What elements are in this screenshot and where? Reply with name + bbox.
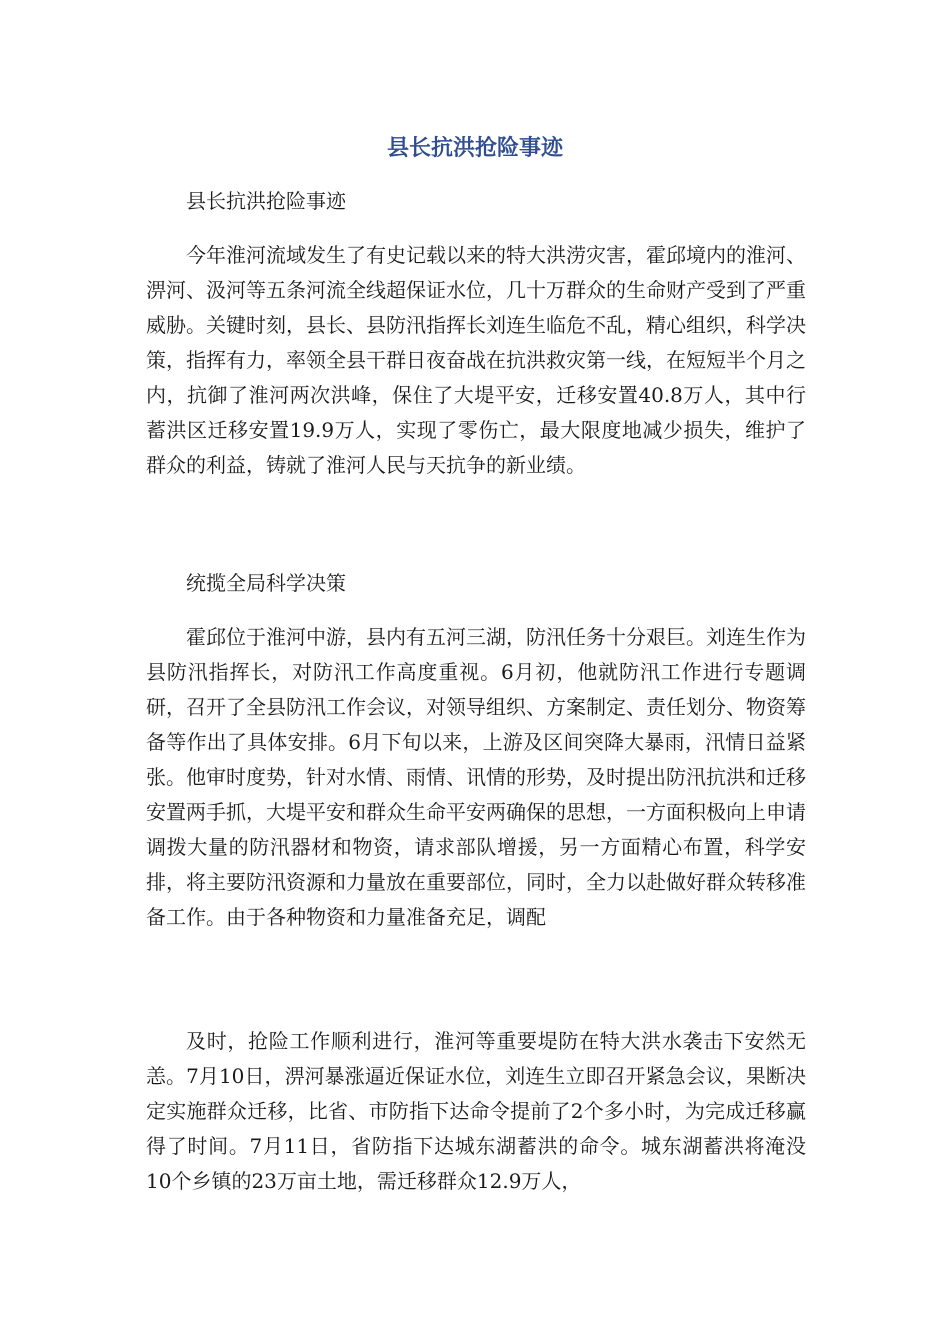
- paragraph-body: 霍邱位于淮河中游，县内有五河三湖，防汛任务十分艰巨。刘连生作为县防汛指挥长，对防汛工作高度重视。6月初，他就防汛工作进行专题调研，召开了全县防汛工作会议，对领导组织、方案制定、责任划分、物资筹备等作出了具体安排。6月下旬以来，上游及区间突降大暴雨，汛情日益紧张。他审时度势，针对水情、雨情、讯情的形势，及时提出防汛抗洪和迁移安置两手抓，大堤平安和群众生命平安两确保的思想，一方面积极向上申请调拨大量的防汛器材和物资，请求部队增援，另一方面精心布置，科学安排，将主要防汛资源和力量放在重要部位，同时，全力以赴做好群众转移准备工作。由于各种物资和力量准备充足，调配: [146, 625, 806, 929]
- paragraph-intro: 今年淮河流域发生了有史记载以来的特大洪涝灾害，霍邱境内的淮河、淠河、汲河等五条河流全线超保证水位，几十万群众的生命财产受到了严重威胁。关键时刻，县长、县防汛指挥长刘连生临危不乱，精心组织，科学决策，指挥有力，率领全县干群日夜奋战在抗洪救灾第一线，在短短半个月之内，抗御了淮河两次洪峰，保住了大堤平安，迁移安置40.8万人，其中行蓄洪区迁移安置19.9万人，实现了零伤亡，最大限度地减少损失，维护了群众的利益，铸就了淮河人民与天抗争的新业绩。: [146, 243, 806, 477]
- paragraph-continued: 及时，抢险工作顺利进行，淮河等重要堤防在特大洪水袭击下安然无恙。7月10日，淠河暴涨逼近保证水位，刘连生立即召开紧急会议，果断决定实施群众迁移，比省、市防指下达命令提前了2个多小时，为完成迁移赢得了时间。7月11日，省防指下达城东湖蓄洪的命令。城东湖蓄洪将淹没10个乡镇的23万亩土地，需迁移群众12.9万人，: [146, 1029, 806, 1193]
- document-subtitle: 县长抗洪抢险事迹: [186, 189, 346, 213]
- document-title: 县长抗洪抢险事迹: [386, 136, 563, 161]
- section-heading: 统揽全局科学决策: [186, 571, 346, 595]
